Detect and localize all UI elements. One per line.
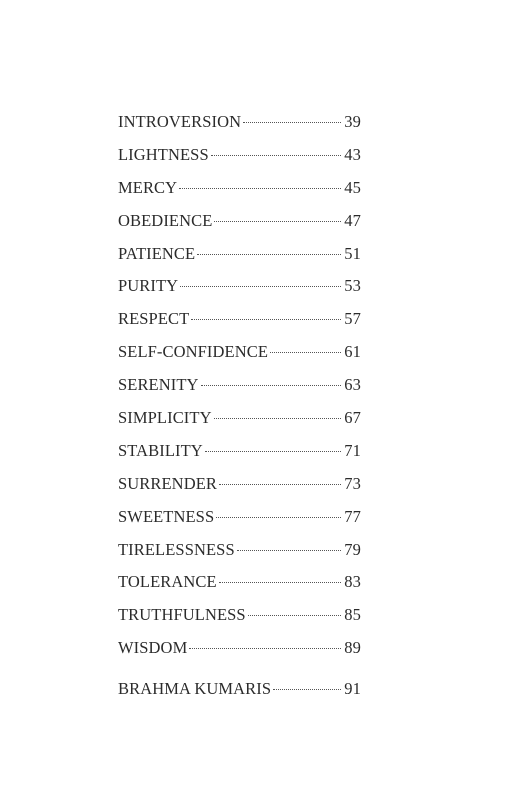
toc-dot-leader — [205, 451, 341, 452]
toc-entry-title: SELF-CONFIDENCE — [118, 342, 269, 362]
toc-dot-leader — [248, 615, 342, 616]
toc-entry — [118, 441, 361, 474]
toc-entry-title: BRAHMA KUMARIS — [118, 679, 272, 699]
toc-entry-title: LIGHTNESS — [118, 144, 209, 164]
toc-entry — [118, 572, 361, 605]
toc-dot-leader — [219, 484, 341, 485]
toc-entry-page: 85 — [344, 605, 361, 625]
toc-entry-title: OBEDIENCE — [118, 210, 213, 230]
toc-entry-title: TOLERANCE — [118, 572, 217, 592]
toc-entry — [118, 507, 361, 540]
toc-dot-leader — [214, 418, 342, 419]
toc-entry-title: SURRENDER — [118, 473, 217, 493]
toc-entry-page: 91 — [344, 679, 361, 699]
toc-entry-page: 53 — [344, 276, 361, 296]
toc-entry-page: 39 — [344, 112, 361, 131]
toc-entry — [118, 408, 361, 441]
toc-entry — [118, 145, 361, 178]
toc-entry-title: TIRELESSNESS — [118, 539, 235, 559]
table-of-contents — [118, 112, 361, 712]
toc-entry-title: SERENITY — [118, 375, 199, 395]
toc-entry-page: 67 — [344, 408, 361, 428]
toc-entry-page: 71 — [344, 440, 361, 460]
toc-entry — [118, 375, 361, 408]
toc-entry — [118, 112, 361, 145]
toc-entry-title: RESPECT — [118, 309, 190, 329]
toc-entry — [118, 178, 361, 211]
toc-dot-leader — [180, 286, 341, 287]
toc-entry-page: 63 — [344, 375, 361, 395]
toc-entry-title: MERCY — [118, 177, 178, 197]
toc-entry-title: SIMPLICITY — [118, 408, 212, 428]
toc-entry — [118, 679, 361, 712]
toc-entry-title: TRUTHFULNESS — [118, 605, 246, 625]
toc-dot-leader — [201, 385, 342, 386]
toc-dot-leader — [214, 221, 341, 222]
toc-dot-leader — [179, 188, 341, 189]
toc-entry — [118, 244, 361, 277]
toc-entry-title: STABILITY — [118, 440, 203, 460]
toc-entry — [118, 638, 361, 671]
toc-dot-leader — [273, 689, 341, 690]
toc-entry-title: SWEETNESS — [118, 506, 215, 526]
toc-entry-page: 45 — [344, 177, 361, 197]
toc-entry — [118, 276, 361, 309]
toc-entry-title: PURITY — [118, 276, 179, 296]
toc-entry-page: 83 — [344, 572, 361, 592]
toc-entry — [118, 342, 361, 375]
toc-entry-title: WISDOM — [118, 638, 188, 658]
toc-entry-page: 77 — [344, 506, 361, 526]
toc-entry-title: INTROVERSION — [118, 112, 242, 131]
toc-entry — [118, 605, 361, 638]
toc-entry-page: 61 — [344, 342, 361, 362]
toc-entry-page: 43 — [344, 144, 361, 164]
toc-dot-leader — [270, 352, 341, 353]
toc-dot-leader — [216, 517, 341, 518]
toc-entry-page: 51 — [344, 243, 361, 263]
toc-dot-leader — [219, 582, 342, 583]
toc-entry-page: 89 — [344, 638, 361, 658]
toc-entry-page: 57 — [344, 309, 361, 329]
toc-dot-leader — [191, 319, 341, 320]
toc-entry — [118, 540, 361, 573]
toc-entry-page: 47 — [344, 210, 361, 230]
toc-entry — [118, 474, 361, 507]
toc-entry-title: PATIENCE — [118, 243, 196, 263]
toc-entry — [118, 309, 361, 342]
toc-dot-leader — [189, 648, 341, 649]
toc-dot-leader — [243, 122, 341, 123]
toc-dot-leader — [237, 550, 342, 551]
toc-entry-page: 79 — [344, 539, 361, 559]
toc-dot-leader — [211, 155, 342, 156]
toc-entry-page: 73 — [344, 473, 361, 493]
toc-entry — [118, 211, 361, 244]
toc-dot-leader — [197, 254, 341, 255]
